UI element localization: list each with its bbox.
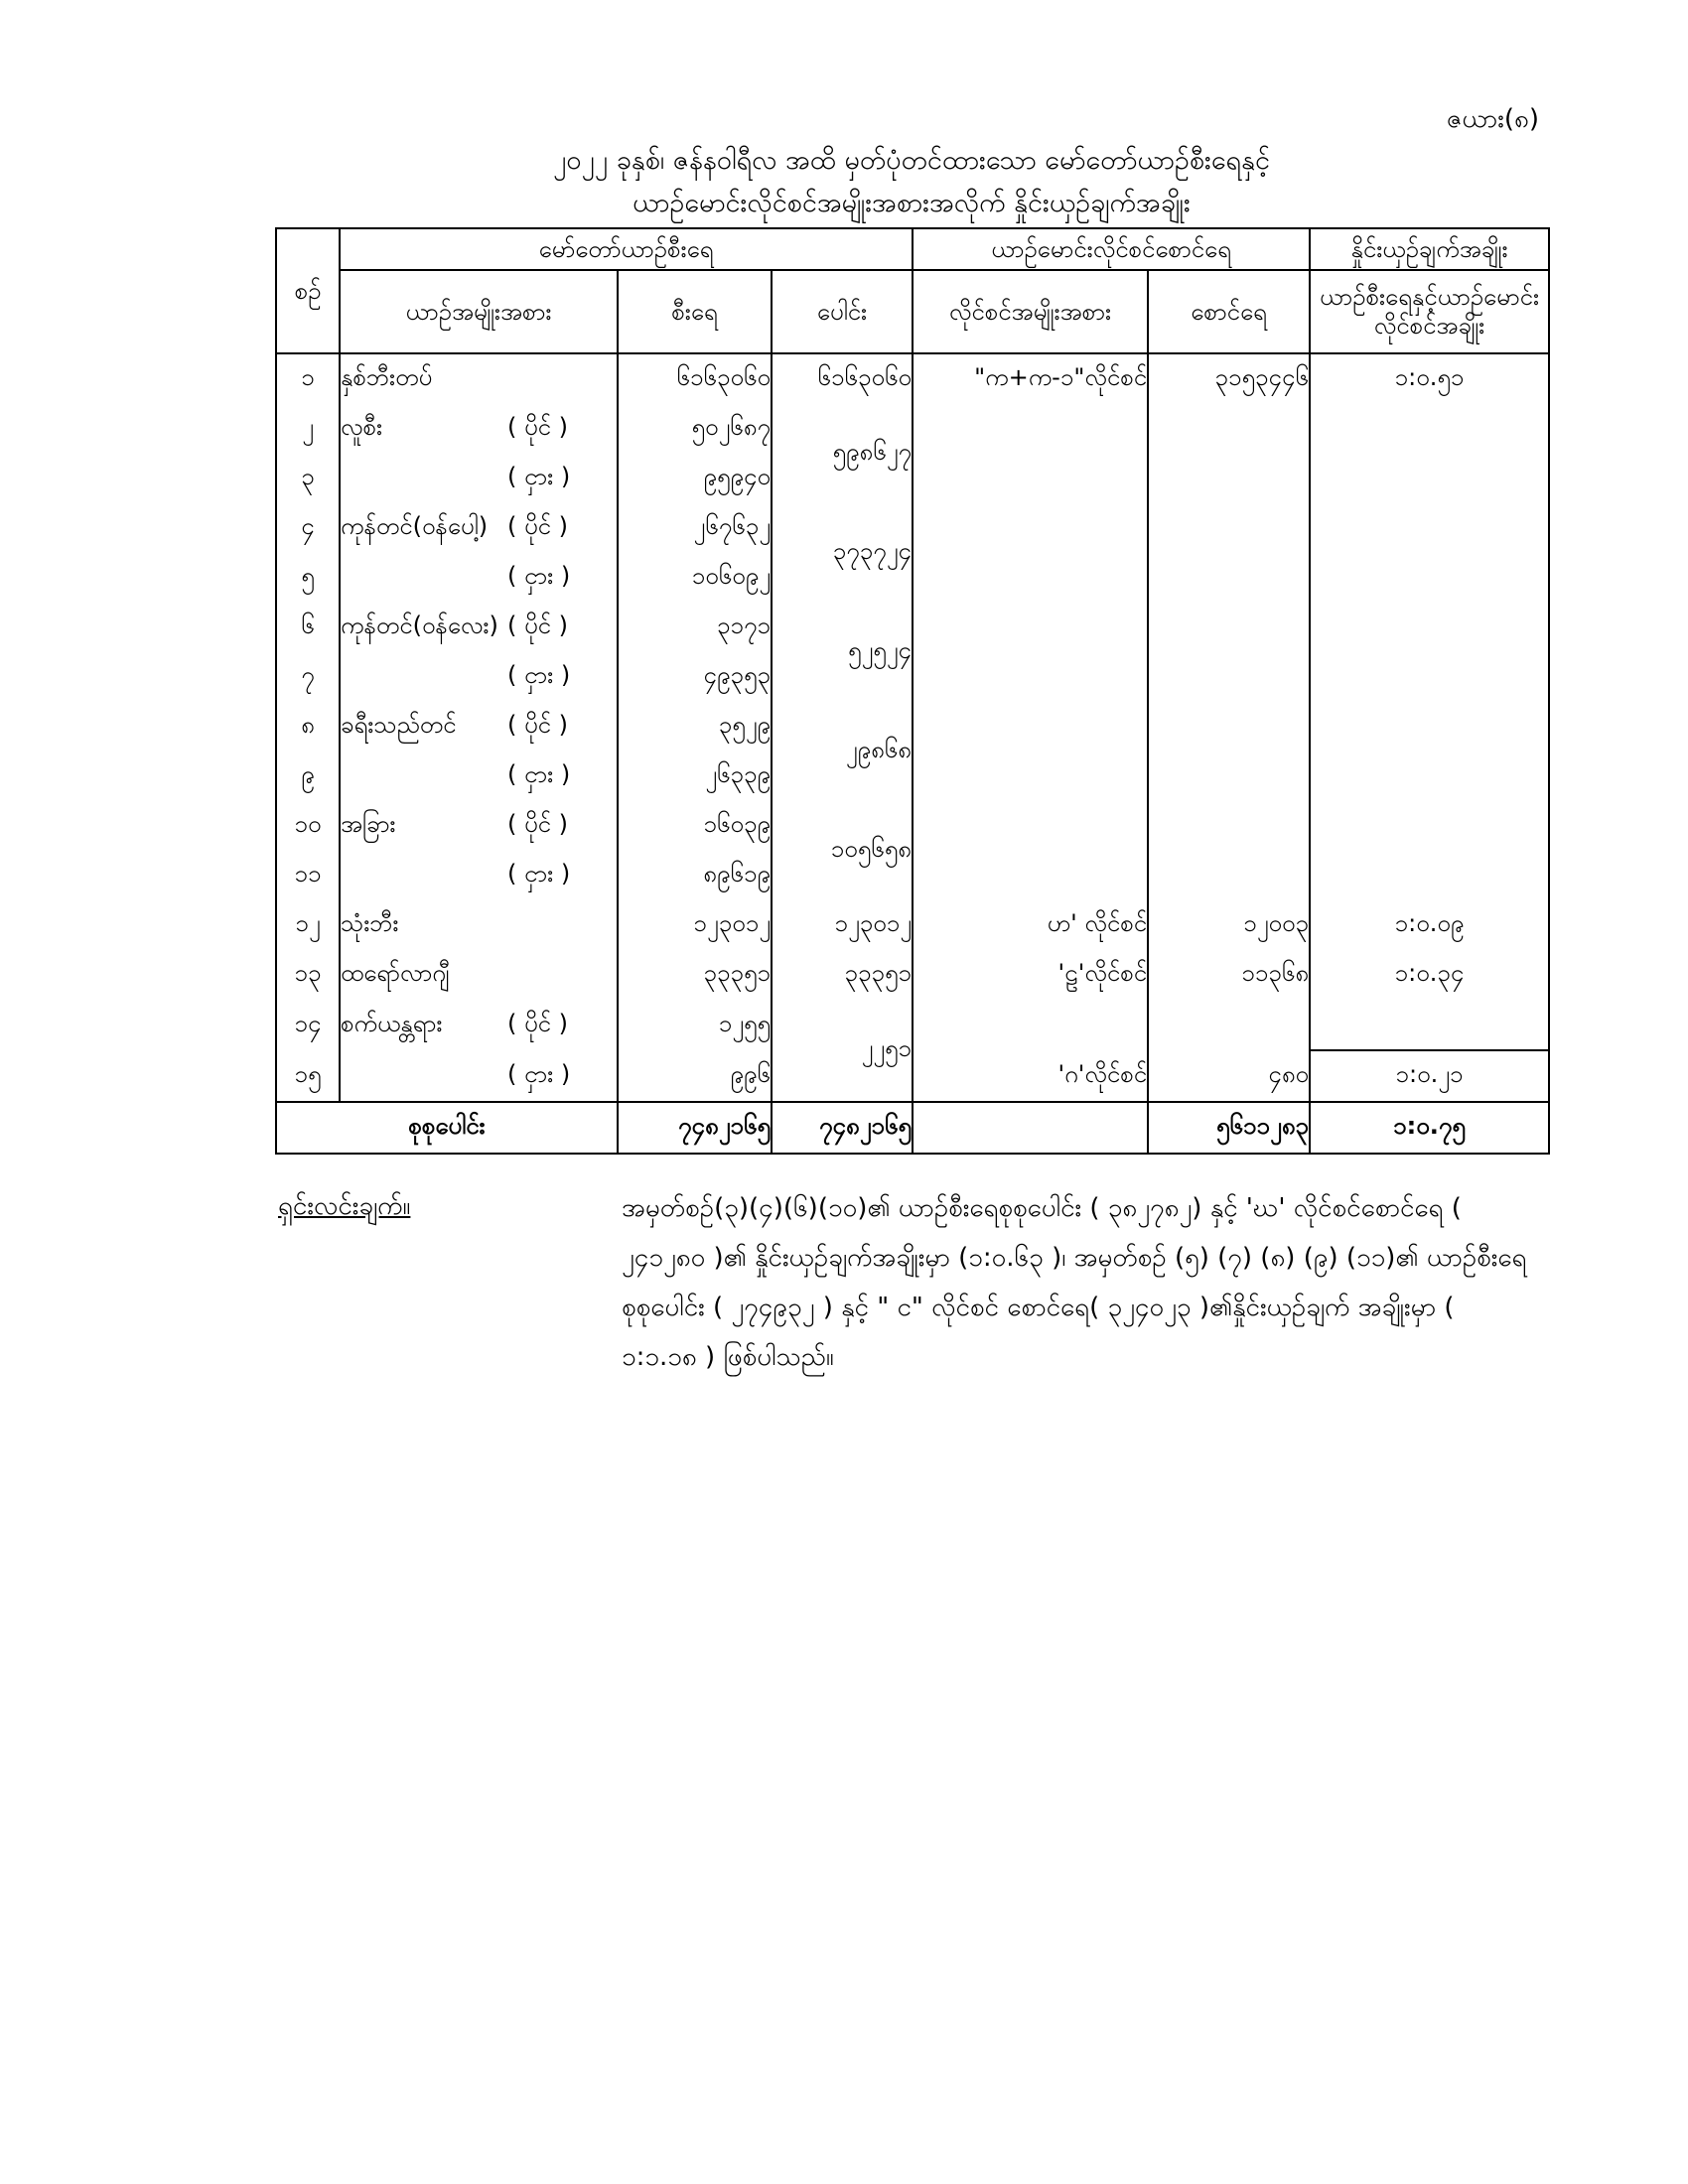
row-no: ၄ [276, 503, 340, 553]
type-sub: ( ပိုင် ) [507, 711, 568, 739]
row-type [340, 603, 618, 652]
row-ratio: ၁:၀.၀၉ [1310, 900, 1549, 950]
row-count: ၈၉၆၁၉ [618, 851, 772, 900]
table-row [276, 1050, 1549, 1102]
row-no: ၆ [276, 603, 340, 652]
header-license-type: လိုင်စင်အမျိုးအစား [913, 270, 1148, 353]
type-label: ခရီးသည်တင် [341, 711, 457, 739]
header-ratio-sub: ယာဉ်စီးရေနှင့်ယာဉ်မောင်းလိုင်စင်အချိုး [1310, 270, 1549, 353]
title-line-1: ၂၀၂၂ ခုနှစ်၊ ဇန်နဝါရီလ အထိ မှတ်ပုံတင်ထားသော မော်တော်ယာဉ်စီးရေနှင့် [553, 145, 1270, 176]
header-total: ပေါင်း [772, 270, 913, 353]
row-type [340, 950, 618, 1000]
row-license-count [1148, 1000, 1310, 1050]
header-vehicles: မော်တော်ယာဉ်စီးရေ [340, 228, 913, 270]
total-license-type [913, 1102, 1148, 1154]
row-no: ၅ [276, 553, 340, 603]
row-license-type: "က+က-၁"လိုင်စင် [913, 353, 1148, 404]
header-licenses: ယာဉ်မောင်းလိုင်စင်စောင်ရေ [913, 228, 1310, 270]
row-type [340, 454, 618, 503]
row-total: ၅၉၈၆၂၇ [772, 404, 913, 503]
row-no: ၁၅ [276, 1050, 340, 1102]
type-label: လူစီး [341, 413, 383, 441]
type-label: ကုန်တင်(ဝန်လေး) [341, 612, 498, 639]
row-type [340, 851, 618, 900]
row-no: ၁၃ [276, 950, 340, 1000]
type-label: ထရော်လာဂျီ [341, 959, 450, 987]
row-total: ၅၂၅၂၄ [772, 603, 913, 702]
row-ratio: ၁:၀.၅၁ [1310, 353, 1549, 404]
vehicle-license-table [275, 227, 1550, 1155]
row-no: ၂ [276, 404, 340, 454]
row-count: ၁၂၅၅ [618, 1000, 772, 1050]
type-sub: ( ပိုင် ) [507, 413, 568, 441]
row-no: ၁ [276, 353, 340, 404]
table-row [276, 900, 1549, 950]
row-count: ၄၉၃၅၃ [618, 652, 772, 702]
type-sub: ( ငှား ) [507, 760, 571, 788]
row-total: ၁၂၃၀၁၂ [772, 900, 913, 950]
row-type [340, 801, 618, 851]
row-count: ၁၀၆၀၉၂ [618, 553, 772, 603]
row-license-count: ၁၁၃၆၈ [1148, 950, 1310, 1000]
row-license-count [1148, 404, 1310, 900]
table-row [276, 404, 1549, 454]
row-count: ၂၆၃၃၉ [618, 751, 772, 801]
type-label: သုံးဘီး [341, 909, 399, 937]
row-type [340, 553, 618, 603]
type-label: စက်ယန္တရား [341, 1009, 443, 1037]
row-ratio: ၁:၀.၃၄ [1310, 950, 1549, 1000]
row-total: ၂၂၅၁ [772, 1000, 913, 1102]
row-type [340, 1050, 618, 1102]
row-no: ၁၁ [276, 851, 340, 900]
row-no: ၁၀ [276, 801, 340, 851]
total-total: ၇၄၈၂၁၆၅ [772, 1102, 913, 1154]
row-type [340, 353, 618, 404]
total-label: စုစုပေါင်း [276, 1102, 618, 1154]
note-label: ရှင်းလင်းချက်။ [278, 1191, 411, 1221]
table-row [276, 353, 1549, 404]
row-no: ၁၄ [276, 1000, 340, 1050]
row-ratio [1310, 404, 1549, 900]
total-ratio: ၁:၀.၇၅ [1310, 1102, 1549, 1154]
type-sub: ( ပိုင် ) [507, 1009, 568, 1037]
header-no: စဉ် [276, 228, 340, 353]
row-count: ၉၅၉၄၀ [618, 454, 772, 503]
row-no: ၇ [276, 652, 340, 702]
row-total: ၁၀၅၆၅၈ [772, 801, 913, 900]
type-label: အခြား [341, 810, 396, 838]
row-total: ၆၁၆၃၀၆၀ [772, 353, 913, 404]
row-license-type [913, 1000, 1148, 1050]
row-license-count: ၄၈၀ [1148, 1050, 1310, 1102]
row-no: ၁၂ [276, 900, 340, 950]
total-count: ၇၄၈၂၁၆၅ [618, 1102, 772, 1154]
row-no: ၃ [276, 454, 340, 503]
total-row [276, 1102, 1549, 1154]
table-row [276, 950, 1549, 1000]
row-total: ၃၇၃၇၂၄ [772, 503, 913, 603]
header-ratio: နှိုင်းယှဉ်ချက်အချိုး [1310, 228, 1549, 270]
row-count: ၃၅၂၉ [618, 702, 772, 751]
row-count: ၆၁၆၃၀၆၀ [618, 353, 772, 404]
type-label: ကုန်တင်(ဝန်ပေါ့) [341, 512, 489, 540]
row-count: ၁၆၀၃၉ [618, 801, 772, 851]
row-count: ၃၁၇၁ [618, 603, 772, 652]
row-count: ၂၆၇၆၃၂ [618, 503, 772, 553]
row-license-type: ဟ' လိုင်စင် [913, 900, 1148, 950]
row-type [340, 404, 618, 454]
header-vehicle-type: ယာဉ်အမျိုးအစား [340, 270, 618, 353]
row-ratio: ၁:၀.၂၁ [1310, 1050, 1549, 1102]
row-type [340, 1000, 618, 1050]
type-sub: ( ငှား ) [507, 860, 571, 887]
table-row [276, 1000, 1549, 1050]
type-sub: ( ငှား ) [507, 661, 571, 689]
type-sub: ( ငှား ) [507, 463, 571, 490]
page-reference: ဇယား(၈) [1446, 104, 1539, 134]
row-type [340, 652, 618, 702]
row-license-count: ၁၂၀၀၃ [1148, 900, 1310, 950]
row-count: ၅၀၂၆၈၇ [618, 404, 772, 454]
row-type [340, 900, 618, 950]
row-license-count: ၃၁၅၃၄၄၆ [1148, 353, 1310, 404]
row-count: ၃၃၃၅၁ [618, 950, 772, 1000]
row-license-type: 'ဂ'လိုင်စင် [913, 1050, 1148, 1102]
type-sub: ( ပိုင် ) [507, 512, 568, 540]
type-sub: ( ငှား ) [507, 1059, 571, 1088]
row-type [340, 503, 618, 553]
row-type [340, 751, 618, 801]
row-total: ၂၉၈၆၈ [772, 702, 913, 801]
type-label: နှစ်ဘီးတပ် [341, 363, 433, 391]
row-license-type: 'ဠ'လိုင်စင် [913, 950, 1148, 1000]
row-count: ၉၉၆ [618, 1050, 772, 1102]
header-license-count: စောင်ရေ [1148, 270, 1310, 353]
row-total: ၃၃၃၅၁ [772, 950, 913, 1000]
row-ratio [1310, 1000, 1549, 1050]
row-no: ၉ [276, 751, 340, 801]
header-count: စီးရေ [618, 270, 772, 353]
type-sub: ( ပိုင် ) [507, 810, 568, 838]
row-type [340, 702, 618, 751]
title-line-2: ယာဉ်မောင်းလိုင်စင်အမျိုးအစားအလိုက် နှိုင်းယှဉ်ချက်အချိုး [633, 188, 1191, 218]
total-license-count: ၅၆၁၁၂၈၃ [1148, 1102, 1310, 1154]
note-text: အမှတ်စဉ်(၃)(၄)(၆)(၁၀)၏ ယာဉ်စီးရေစုစုပေါင်း ( ၃၈၂၇၈၂) နှင့် 'ဃ' လိုင်စင်စောင်ရေ ( ၂၄၁၂၈၀ )၏ နှိုင်းယှဉ်ချက်အချိုးမှာ (၁:၀.၆၃ )၊ အမှတ်စဉ် (၅) (၇) (၈) (၉) (၁၁)၏ ယာဉ်စီးရေစုစုပေါင်း ( ၂၇၄၉၃၂ ) နှင့် " င" လိုင်စင် စောင်ရေ( ၃၂၄၀၂၃ )၏နှိုင်းယှဉ်ချက် အချိုးမှာ ( ၁:၁.၁၈ ) ဖြစ်ပါသည်။ [622, 1193, 1527, 1372]
type-sub: ( ပိုင် ) [507, 612, 568, 639]
row-license-type [913, 404, 1148, 900]
row-no: ၈ [276, 702, 340, 751]
type-sub: ( ငှား ) [507, 562, 571, 590]
row-count: ၁၂၃၀၁၂ [618, 900, 772, 950]
